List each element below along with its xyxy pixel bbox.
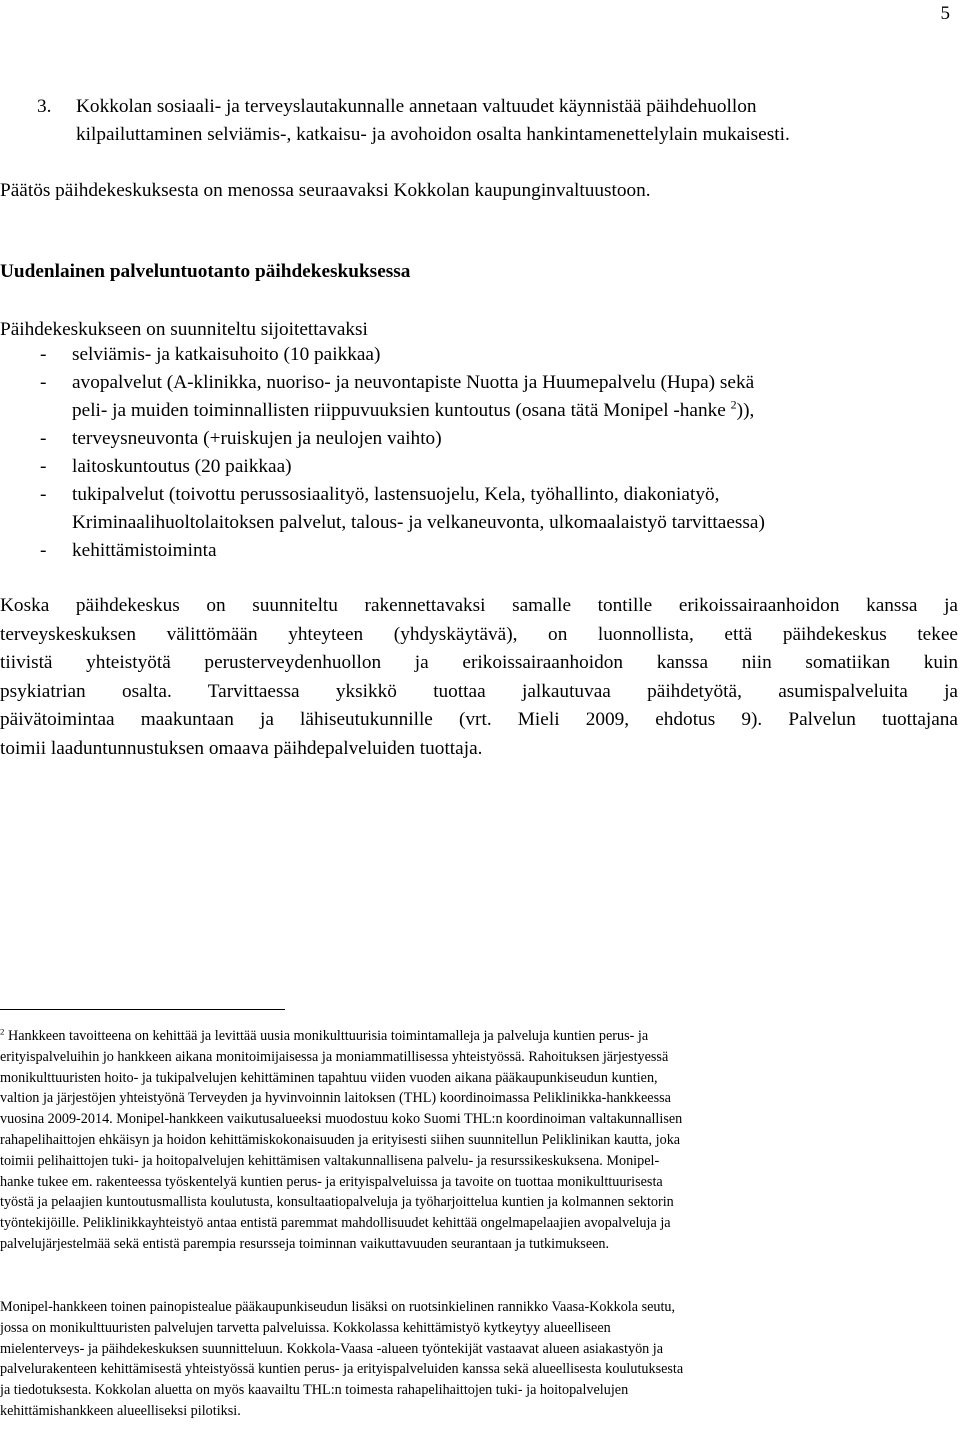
footnote-line: kehittämishankkeen alueelliseksi pilotiksi. — [0, 1402, 241, 1419]
list-item-tail: )), — [736, 400, 755, 421]
footnote-marker: 2 — [0, 1026, 5, 1037]
list-dash: - — [40, 484, 47, 505]
paragraph-line: Koska päihdekeskus on suunniteltu rakennettavaksi samalle tontille erikoissairaanhoidon kanssa ja — [0, 595, 958, 616]
footnote-paragraph-2 — [0, 1297, 945, 1422]
footnote-line: palvelujärjestelmää sekä entistä parempia resursseja toiminnan vaikuttavuuden seurantaan ja tutkimukseen. — [0, 1235, 610, 1252]
footnote-line: mielenterveys- ja päihdekeskuksen suunnitteluun. Kokkola-Vaasa -alueen työntekijät vastaavat alueen asiakastyön ja — [0, 1340, 664, 1357]
list-item: terveysneuvonta (+ruiskujen ja neulojen vaihto) — [72, 428, 442, 449]
footnote-line: vuosina 2009-2014. Monipel-hankkeen vaikutusalueeksi muodostuu koko Suomi THL:n koordinoiman valtakunnallisen — [0, 1111, 683, 1128]
paragraph-line: psykiatrian osalta. Tarvittaessa yksikkö tuottaa jalkautuvaa päihdetyötä, asumispalveluita ja — [0, 680, 958, 702]
footnote-paragraph-1 — [0, 1026, 945, 1255]
item3-line2: kilpailuttaminen selviämis-, katkaisu- ja avohoidon osalta hankintamenettelylain mukaisesti. — [76, 124, 790, 145]
footnote-line: toimii pelihaittojen tuki- ja hoitopalvelujen kehittämisen valtakunnallisena palvelu- ja resurssikeskuksena. Monipel- — [0, 1152, 660, 1169]
footnote-line: Monipel-hankkeen toinen painopistealue pääkaupunkiseudun lisäksi on ruotsinkielinen rannikko Vaasa-Kokkola seutu, — [0, 1299, 676, 1315]
paragraph-line: tiivistä yhteistyötä perusterveydenhuollon ja erikoissairaanhoidon kanssa niin somatiikan kuin — [0, 652, 958, 674]
footnote-line: työstä ja pelaajien kuntoutusmallista koulutusta, konsultaatiopalveluja ja työharjoittelua kuntien ja kolmannen sektorin — [0, 1194, 674, 1211]
footnote-line: valtion ja järjestöjen yhteistyönä Terveyden ja hyvinvoinnin laitoksen (THL) koordinoimassa Peliklinikka-hankkeessa — [0, 1090, 671, 1107]
list-dash: - — [40, 372, 47, 393]
footnote-line: ja tiedotuksesta. Kokkolan aluetta on myös kaavailtu THL:n toimesta rahapelihaittojen tuki- ja hoitopalvelujen — [0, 1382, 629, 1399]
list-item-continuation — [72, 397, 755, 422]
intro-text: Päihdekeskukseen on suunniteltu sijoitettavaksi — [0, 319, 368, 340]
page-number: 5 — [940, 3, 950, 24]
footnote-rule — [0, 1009, 285, 1010]
paragraph-line: terveyskeskuksen välittömään yhteyteen (yhdyskäytävä), on luonnollista, että päihdekeskus tekee — [0, 623, 958, 645]
body-paragraph — [0, 592, 958, 764]
decision-text: Päätös päihdekeskuksesta on menossa seuraavaksi Kokkolan kaupunginvaltuustoon. — [0, 180, 651, 201]
footnote-ref: 2 — [730, 397, 737, 412]
footnote-line: jossa on monikulttuuristen palvelujen tarvetta palveluissa. Kokkolassa kehittämistyö kytkeytyy alueelliseen — [0, 1319, 611, 1336]
section-heading: Uudenlainen palveluntuotanto päihdekeskuksessa — [0, 261, 411, 282]
footnote-line-text: Hankkeen tavoitteena on kehittää ja levittää uusia monikulttuurisia toimintamalleja ja palveluja kuntien perus- ja — [7, 1028, 649, 1044]
list-item: laitoskuntoutus (20 paikkaa) — [72, 456, 292, 477]
item3-line1: Kokkolan sosiaali- ja terveyslautakunnalle annetaan valtuudet käynnistää päihdehuollon — [76, 96, 757, 117]
list-item: tukipalvelut (toivottu perussosiaalityö, lastensuojelu, Kela, työhallinto, diakoniatyö, — [72, 484, 720, 505]
footnote-line: hanke tukee em. rakenteessa työskentelyä kuntien perus- ja erityispalveluissa ja tavoite on tuottaa monikulttuurisesta — [0, 1173, 663, 1190]
list-item-text: peli- ja muiden toiminnallisten riippuvuuksien kuntoutus (osana tätä Monipel -hanke — [72, 400, 726, 421]
list-item: selviämis- ja katkaisuhoito (10 paikkaa) — [72, 344, 381, 365]
item-number: 3. — [37, 96, 52, 117]
list-item: avopalvelut (A-klinikka, nuoriso- ja neuvontapiste Nuotta ja Huumepalvelu (Hupa) sekä — [72, 372, 755, 393]
paragraph-line: toimii laaduntunnustuksen omaava päihdepalveluiden tuottaja. — [0, 737, 483, 759]
paragraph-line: päivätoimintaa maakuntaan ja lähiseutukunnille (vrt. Mieli 2009, ehdotus 9). Palvelun tuottajana — [0, 709, 958, 731]
list-item: kehittämistoiminta — [72, 540, 217, 561]
footnote-line: monikulttuuristen hoito- ja tukipalvelujen kehittäminen tapahtuu viiden vuoden aikana pääkaupunkiseudun kuntien, — [0, 1069, 658, 1086]
footnote-line: palvelurakenteen kehittämisestä yhteistyössä kuntien perus- ja erityispalveluiden kanssa sekä alueellisesta koulutuksesta — [0, 1361, 684, 1378]
footnote-line — [0, 1026, 945, 1047]
footnote-line: erityispalveluihin jo hankkeen aikana monitoimijaisessa ja moniammatillisessa yhteistyössä. Rahoituksen järjestyessä — [0, 1048, 669, 1065]
list-dash: - — [40, 456, 47, 477]
footnote-line: rahapelihaittojen ehkäisyn ja hoidon kehittämiskokonaisuuden ja erityisesti siihen suunnitellun Peliklinikan kautta, joka — [0, 1131, 681, 1148]
list-dash: - — [40, 428, 47, 449]
list-dash: - — [40, 344, 47, 365]
list-item-continuation: Kriminaalihuoltolaitoksen palvelut, talous- ja velkaneuvonta, ulkomaalaistyö tarvittaessa) — [72, 512, 765, 533]
footnote-line: työntekijöille. Peliklinikkayhteistyö antaa entistä paremmat mahdollisuudet kehittää ongelmapelaajien avopalveluja ja — [0, 1215, 671, 1232]
list-dash: - — [40, 540, 47, 561]
